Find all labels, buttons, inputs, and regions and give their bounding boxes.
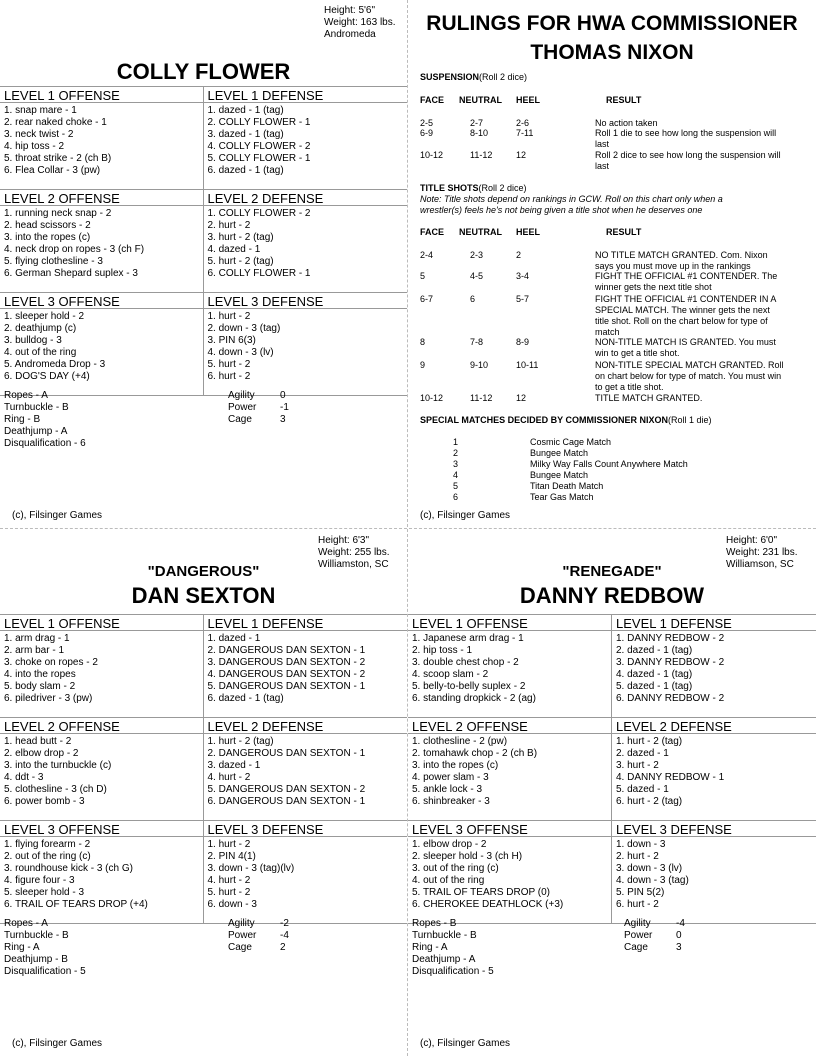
offense-move: 5. Andromeda Drop - 3 — [4, 359, 106, 370]
move-grid — [408, 614, 816, 924]
defense-column — [204, 87, 408, 189]
offense-heading: LEVEL 1 OFFENSE — [408, 615, 611, 631]
attribute-row — [228, 918, 289, 930]
table-cell-heel: 10-11 — [516, 360, 539, 370]
defense-move: 4. hurt - 2 — [207, 875, 251, 886]
offense-move: 6. CHEROKEE DEATHLOCK (+3) — [412, 899, 564, 910]
special-match-name: Tear Gas Match — [530, 492, 594, 502]
weight-text: Weight: 163 lbs. — [324, 17, 396, 28]
attribute-name: Cage — [228, 942, 252, 953]
special-match-roll: 3 — [453, 459, 459, 469]
height-text: Height: 6'3" — [318, 535, 370, 546]
wrestler-name: DANNY REDBOW — [519, 583, 705, 608]
table-column-header: FACE — [420, 227, 445, 237]
attribute-row — [624, 918, 685, 930]
attribute-value: -1 — [280, 402, 289, 413]
ring-rating: Disqualification - 5 — [412, 966, 494, 977]
table-cell-result: FIGHT THE OFFICIAL #1 CONTENDER. The winner gets the next title shot — [595, 271, 778, 292]
defense-move: 6. down - 3 — [207, 899, 257, 910]
defense-column — [204, 190, 408, 292]
attribute-row — [228, 414, 289, 426]
wrestler-card-dan-sexton — [0, 528, 407, 1056]
defense-column — [204, 718, 408, 820]
attribute-row — [228, 402, 289, 414]
level-row — [0, 615, 407, 718]
offense-move: 4. out of the ring — [412, 875, 485, 886]
hometown-text: Andromeda — [324, 29, 376, 40]
height-text: Height: 5'6" — [324, 5, 376, 16]
table-cell-neutral: 7-8 — [470, 337, 484, 347]
level-row — [408, 615, 816, 718]
offense-move: 1. elbow drop - 2 — [412, 839, 487, 850]
ring-rating: Ropes - A — [4, 918, 48, 929]
rulings-title: RULINGS FOR HWA COMMISSIONER — [426, 12, 798, 35]
ring-rating: Turnbuckle - B — [4, 402, 69, 413]
offense-move: 6. power bomb - 3 — [4, 796, 85, 807]
defense-column — [612, 821, 816, 923]
attribute-value: 0 — [676, 930, 682, 941]
defense-move: 3. down - 3 (lv) — [616, 863, 683, 874]
ring-rating: Deathjump - A — [412, 954, 476, 965]
attribute-name: Power — [624, 930, 653, 941]
table-cell-neutral: 11-12 — [470, 150, 493, 160]
defense-move: 1. DANNY REDBOW - 2 — [616, 633, 725, 644]
table-cell-neutral: 8-10 — [470, 128, 489, 138]
offense-move: 1. sleeper hold - 2 — [4, 311, 85, 322]
attribute-row — [228, 942, 289, 954]
table-cell-face: 8 — [420, 337, 426, 347]
defense-heading: LEVEL 3 DEFENSE — [204, 821, 408, 837]
special-match-roll: 1 — [453, 437, 459, 447]
offense-column — [0, 718, 204, 820]
rulings-subtitle: THOMAS NIXON — [530, 41, 694, 64]
special-match-name: Bungee Match — [530, 470, 589, 480]
special-match-name: Cosmic Cage Match — [530, 437, 612, 447]
offense-move: 6. German Shepard suplex - 3 — [4, 268, 138, 279]
defense-move: 4. DANNY REDBOW - 1 — [616, 772, 725, 783]
offense-move: 2. out of the ring (c) — [4, 851, 91, 862]
attribute-name: Cage — [624, 942, 648, 953]
level-row — [0, 293, 407, 396]
defense-heading: LEVEL 1 DEFENSE — [612, 615, 816, 631]
title-shots-note: Note: Title shots depend on rankings in GCW. Roll on this chart only when a wrestler(s) feels he's not being given a title shot when he deserves one — [420, 194, 723, 215]
defense-move: 2. down - 3 (tag) — [207, 323, 281, 334]
offense-heading: LEVEL 2 OFFENSE — [0, 190, 203, 206]
offense-move: 4. out of the ring — [4, 347, 77, 358]
table-column-header: NEUTRAL — [459, 227, 502, 237]
attribute-name: Cage — [228, 414, 252, 425]
title-shots-roll: (Roll 2 dice) — [478, 183, 527, 193]
special-matches-roll: (Roll 1 die) — [668, 415, 712, 425]
offense-move: 5. clothesline - 3 (ch D) — [4, 784, 107, 795]
offense-move: 2. arm bar - 1 — [4, 645, 65, 656]
offense-column — [408, 615, 612, 717]
offense-heading: LEVEL 1 OFFENSE — [0, 87, 203, 103]
special-match-name: Bungee Match — [530, 448, 589, 458]
table-cell-result: NON-TITLE MATCH IS GRANTED. You must win to get a title shot. — [595, 337, 776, 358]
offense-move: 3. neck twist - 2 — [4, 129, 74, 140]
offense-move: 2. elbow drop - 2 — [4, 748, 79, 759]
offense-column — [0, 87, 204, 189]
defense-move: 3. PIN 6(3) — [207, 335, 256, 346]
defense-move: 5. COLLY FLOWER - 1 — [207, 153, 311, 164]
attribute-value: 0 — [280, 390, 286, 401]
attribute-value: -2 — [280, 918, 289, 929]
offense-move: 2. tomahawk chop - 2 (ch B) — [412, 748, 538, 759]
ring-ratings — [412, 918, 494, 978]
weight-text: Weight: 255 lbs. — [318, 547, 390, 558]
defense-move: 3. DANNY REDBOW - 2 — [616, 657, 725, 668]
ring-rating: Ropes - A — [4, 390, 48, 401]
defense-move: 1. hurt - 2 — [207, 839, 251, 850]
offense-move: 5. TRAIL OF TEARS DROP (0) — [412, 887, 550, 898]
attribute-value: 2 — [280, 942, 286, 953]
defense-move: 6. hurt - 2 — [616, 899, 659, 910]
offense-move: 5. body slam - 2 — [4, 681, 76, 692]
defense-move: 4. DANGEROUS DAN SEXTON - 2 — [207, 669, 366, 680]
offense-move: 5. throat strike - 2 (ch B) — [4, 153, 112, 164]
defense-move: 5. hurt - 2 — [207, 359, 251, 370]
defense-move: 1. dazed - 1 (tag) — [207, 105, 284, 116]
defense-column — [204, 615, 408, 717]
defense-move: 4. hurt - 2 — [207, 772, 251, 783]
defense-move: 1. down - 3 — [616, 839, 666, 850]
offense-column — [0, 821, 204, 923]
offense-column — [0, 293, 204, 395]
offense-move: 3. double chest chop - 2 — [412, 657, 519, 668]
offense-heading: LEVEL 3 OFFENSE — [408, 821, 611, 837]
defense-move: 6. dazed - 1 (tag) — [207, 165, 284, 176]
attribute-row — [228, 390, 289, 402]
table-cell-neutral: 2-7 — [470, 118, 484, 128]
offense-move: 4. into the ropes — [4, 669, 76, 680]
defense-move: 2. dazed - 1 (tag) — [616, 645, 693, 656]
special-match-name: Milky Way Falls Count Anywhere Match — [530, 459, 688, 469]
defense-heading: LEVEL 3 DEFENSE — [204, 293, 408, 309]
ring-rating: Deathjump - B — [4, 954, 68, 965]
defense-move: 1. hurt - 2 (tag) — [616, 736, 683, 747]
ring-rating: Ring - A — [4, 942, 40, 953]
defense-move: 4. down - 3 (tag) — [616, 875, 689, 886]
table-cell-result: No action taken — [595, 118, 658, 128]
ring-rating: Ropes - B — [412, 918, 457, 929]
table-cell-heel: 12 — [516, 150, 527, 160]
table-cell-result: Roll 1 die to see how long the suspension will last — [595, 128, 777, 149]
offense-move: 1. flying forearm - 2 — [4, 839, 91, 850]
defense-move: 4. COLLY FLOWER - 2 — [207, 141, 311, 152]
offense-move: 4. scoop slam - 2 — [412, 669, 489, 680]
defense-move: 2. hurt - 2 — [207, 220, 251, 231]
table-cell-face: 6-9 — [420, 128, 434, 138]
defense-heading: LEVEL 2 DEFENSE — [204, 718, 408, 734]
offense-move: 6. Flea Collar - 3 (pw) — [4, 165, 101, 176]
offense-move: 1. snap mare - 1 — [4, 105, 77, 116]
defense-move: 4. dazed - 1 — [207, 244, 261, 255]
weight-text: Weight: 231 lbs. — [726, 547, 798, 558]
offense-column — [408, 718, 612, 820]
table-cell-heel: 5-7 — [516, 294, 530, 304]
attribute-value: 3 — [676, 942, 682, 953]
wrestler-card-colly-flower — [0, 0, 407, 528]
table-cell-face: 9 — [420, 360, 426, 370]
defense-heading: LEVEL 1 DEFENSE — [204, 615, 408, 631]
ring-rating: Disqualification - 6 — [4, 438, 86, 449]
ring-rating: Disqualification - 5 — [4, 966, 86, 977]
offense-move: 3. choke on ropes - 2 — [4, 657, 98, 668]
offense-move: 2. head scissors - 2 — [4, 220, 91, 231]
special-matches-heading-text: SPECIAL MATCHES DECIDED BY COMMISSIONER NIXON — [420, 415, 669, 425]
defense-move: 2. COLLY FLOWER - 1 — [207, 117, 311, 128]
offense-move: 2. deathjump (c) — [4, 323, 77, 334]
defense-move: 2. hurt - 2 — [616, 851, 659, 862]
defense-move: 3. DANGEROUS DAN SEXTON - 2 — [207, 657, 366, 668]
table-cell-face: 6-7 — [420, 294, 434, 304]
rulings-copyright: (c), Filsinger Games — [420, 510, 511, 521]
attribute-row — [624, 942, 685, 954]
defense-move: 2. DANGEROUS DAN SEXTON - 1 — [207, 748, 366, 759]
attribute-list — [624, 918, 685, 954]
attribute-name: Agility — [624, 918, 651, 929]
defense-move: 3. hurt - 2 — [616, 760, 659, 771]
offense-move: 5. ankle lock - 3 — [412, 784, 483, 795]
offense-move: 3. into the ropes (c) — [4, 232, 91, 243]
level-row — [0, 821, 407, 924]
wrestler-card-danny-redbow — [408, 528, 816, 1056]
offense-move: 3. into the turnbuckle (c) — [4, 760, 112, 771]
defense-column — [204, 293, 408, 395]
attribute-list — [228, 390, 289, 426]
defense-move: 5. PIN 5(2) — [616, 887, 665, 898]
level-row — [408, 821, 816, 924]
offense-move: 5. flying clothesline - 3 — [4, 256, 103, 267]
attribute-value: -4 — [280, 930, 289, 941]
table-cell-result: FIGHT THE OFFICIAL #1 CONTENDER IN A SPECIAL MATCH. The winner gets the next title shot. Roll on the chart below for type of match — [595, 294, 776, 337]
table-column-header: RESULT — [606, 227, 642, 237]
defense-move: 2. PIN 4(1) — [207, 851, 256, 862]
offense-heading: LEVEL 3 OFFENSE — [0, 821, 203, 837]
defense-heading: LEVEL 2 DEFENSE — [612, 718, 816, 734]
offense-move: 3. roundhouse kick - 3 (ch G) — [4, 863, 133, 874]
defense-heading: LEVEL 3 DEFENSE — [612, 821, 816, 837]
offense-move: 2. sleeper hold - 3 (ch H) — [412, 851, 523, 862]
ring-rating: Turnbuckle - B — [412, 930, 477, 941]
offense-move: 6. DOG'S DAY (+4) — [4, 371, 90, 382]
table-column-header: HEEL — [516, 227, 541, 237]
offense-move: 5. belly-to-belly suplex - 2 — [412, 681, 526, 692]
offense-move: 4. figure four - 3 — [4, 875, 75, 886]
offense-move: 4. power slam - 3 — [412, 772, 489, 783]
offense-move: 6. piledriver - 3 (pw) — [4, 693, 93, 704]
attribute-name: Agility — [228, 918, 255, 929]
offense-move: 2. rear naked choke - 1 — [4, 117, 107, 128]
defense-move: 1. hurt - 2 (tag) — [207, 736, 274, 747]
table-cell-result: TITLE MATCH GRANTED. — [595, 393, 703, 403]
offense-heading: LEVEL 2 OFFENSE — [408, 718, 611, 734]
defense-column — [612, 615, 816, 717]
table-column-header: HEEL — [516, 95, 541, 105]
ring-ratings — [4, 918, 86, 978]
attribute-name: Power — [228, 930, 257, 941]
suspension-heading — [420, 72, 527, 82]
attribute-value: -4 — [676, 918, 685, 929]
offense-move: 6. TRAIL OF TEARS DROP (+4) — [4, 899, 148, 910]
defense-move: 3. dazed - 1 — [207, 760, 261, 771]
table-cell-result: Roll 2 dice to see how long the suspension will last — [595, 150, 781, 171]
defense-heading: LEVEL 2 DEFENSE — [204, 190, 408, 206]
level-row — [408, 718, 816, 821]
offense-move: 4. neck drop on ropes - 3 (ch F) — [4, 244, 145, 255]
level-row — [0, 718, 407, 821]
offense-move: 5. sleeper hold - 3 — [4, 887, 85, 898]
special-match-roll: 6 — [453, 492, 459, 502]
move-grid — [0, 86, 407, 396]
title-shots-heading — [420, 183, 527, 193]
table-cell-face: 2-5 — [420, 118, 434, 128]
offense-move: 4. hip toss - 2 — [4, 141, 65, 152]
offense-move: 1. arm drag - 1 — [4, 633, 70, 644]
attribute-row — [624, 930, 685, 942]
ring-rating: Deathjump - A — [4, 426, 68, 437]
hometown-text: Williamston, SC — [318, 559, 389, 570]
defense-move: 5. hurt - 2 — [207, 887, 251, 898]
defense-heading: LEVEL 1 DEFENSE — [204, 87, 408, 103]
offense-move: 3. into the ropes (c) — [412, 760, 499, 771]
attribute-list — [228, 918, 289, 954]
defense-move: 2. dazed - 1 — [616, 748, 669, 759]
defense-column — [612, 718, 816, 820]
table-cell-heel: 7-11 — [516, 128, 534, 138]
attribute-name: Agility — [228, 390, 255, 401]
table-column-header: NEUTRAL — [459, 95, 502, 105]
table-cell-heel: 12 — [516, 393, 527, 403]
table-cell-heel: 8-9 — [516, 337, 530, 347]
card-copyright: (c), Filsinger Games — [420, 1038, 511, 1049]
level-row — [0, 87, 407, 190]
defense-move: 4. dazed - 1 (tag) — [616, 669, 693, 680]
move-grid — [0, 614, 407, 924]
offense-column — [408, 821, 612, 923]
offense-move: 3. out of the ring (c) — [412, 863, 499, 874]
offense-column — [0, 615, 204, 717]
offense-column — [0, 190, 204, 292]
defense-move: 5. DANGEROUS DAN SEXTON - 1 — [207, 681, 366, 692]
offense-move: 6. shinbreaker - 3 — [412, 796, 490, 807]
table-cell-heel: 2 — [516, 250, 522, 260]
defense-move: 6. dazed - 1 (tag) — [207, 693, 284, 704]
attribute-name: Power — [228, 402, 257, 413]
title-shots-heading-text: TITLE SHOTS — [420, 183, 479, 193]
ring-rating: Ring - B — [4, 414, 41, 425]
offense-move: 3. bulldog - 3 — [4, 335, 62, 346]
suspension-heading-text: SUSPENSION — [420, 72, 480, 82]
table-cell-neutral: 11-12 — [470, 393, 493, 403]
attribute-row — [228, 930, 289, 942]
defense-move: 6. hurt - 2 (tag) — [616, 796, 683, 807]
height-text: Height: 6'0" — [726, 535, 778, 546]
ring-rating: Ring - A — [412, 942, 448, 953]
offense-heading: LEVEL 3 OFFENSE — [0, 293, 203, 309]
defense-move: 1. hurt - 2 — [207, 311, 251, 322]
ring-rating: Turnbuckle - B — [4, 930, 69, 941]
defense-move: 6. COLLY FLOWER - 1 — [207, 268, 311, 279]
defense-move: 2. DANGEROUS DAN SEXTON - 1 — [207, 645, 366, 656]
offense-move: 1. head butt - 2 — [4, 736, 72, 747]
table-cell-neutral: 4-5 — [470, 271, 484, 281]
special-match-name: Titan Death Match — [530, 481, 604, 491]
wrestler-nickname: "RENEGADE" — [562, 563, 662, 580]
table-cell-result: NO TITLE MATCH GRANTED. Com. Nixon says you must move up in the rankings — [595, 250, 768, 271]
table-cell-heel: 3-4 — [516, 271, 530, 281]
offense-move: 6. standing dropkick - 2 (ag) — [412, 693, 536, 704]
table-cell-face: 2-4 — [420, 250, 434, 260]
offense-move: 1. Japanese arm drag - 1 — [412, 633, 524, 644]
table-cell-neutral: 6 — [470, 294, 476, 304]
hometown-text: Williamson, SC — [726, 559, 794, 570]
defense-move: 5. dazed - 1 (tag) — [616, 681, 693, 692]
table-cell-neutral: 2-3 — [470, 250, 484, 260]
card-copyright: (c), Filsinger Games — [12, 510, 103, 521]
suspension-roll: (Roll 2 dice) — [479, 72, 528, 82]
offense-move: 2. hip toss - 1 — [412, 645, 473, 656]
defense-move: 6. hurt - 2 — [207, 371, 251, 382]
defense-move: 6. DANGEROUS DAN SEXTON - 1 — [207, 796, 366, 807]
table-column-header: RESULT — [606, 95, 642, 105]
defense-move: 5. dazed - 1 — [616, 784, 669, 795]
wrestler-name: DAN SEXTON — [131, 583, 276, 608]
defense-move: 5. hurt - 2 (tag) — [207, 256, 274, 267]
defense-move: 1. COLLY FLOWER - 2 — [207, 208, 311, 219]
offense-heading: LEVEL 1 OFFENSE — [0, 615, 203, 631]
defense-move: 3. hurt - 2 (tag) — [207, 232, 274, 243]
table-cell-face: 10-12 — [420, 150, 444, 160]
defense-move: 6. DANNY REDBOW - 2 — [616, 693, 725, 704]
attribute-value: 3 — [280, 414, 286, 425]
card-copyright: (c), Filsinger Games — [12, 1038, 103, 1049]
table-cell-result: NON-TITLE SPECIAL MATCH GRANTED. Roll on chart below for type of match. You must win to get a title shot. — [595, 360, 784, 392]
ring-ratings — [4, 390, 86, 450]
defense-move: 3. down - 3 (tag)(lv) — [207, 863, 295, 874]
table-cell-face: 5 — [420, 271, 426, 281]
defense-column — [204, 821, 408, 923]
special-match-roll: 5 — [453, 481, 459, 491]
special-match-roll: 2 — [453, 448, 459, 458]
offense-move: 4. ddt - 3 — [4, 772, 44, 783]
offense-heading: LEVEL 2 OFFENSE — [0, 718, 203, 734]
table-cell-heel: 2-6 — [516, 118, 530, 128]
wrestler-nickname: "DANGEROUS" — [147, 563, 260, 580]
offense-move: 1. running neck snap - 2 — [4, 208, 112, 219]
table-column-header: FACE — [420, 95, 445, 105]
defense-move: 1. dazed - 1 — [207, 633, 261, 644]
defense-move: 4. down - 3 (lv) — [207, 347, 274, 358]
wrestler-name: COLLY FLOWER — [116, 59, 291, 84]
level-row — [0, 190, 407, 293]
table-cell-face: 10-12 — [420, 393, 444, 403]
wrestler-stats — [324, 5, 396, 41]
special-matches-heading — [420, 415, 712, 425]
offense-move: 1. clothesline - 2 (pw) — [412, 736, 508, 747]
defense-move: 5. DANGEROUS DAN SEXTON - 2 — [207, 784, 366, 795]
defense-move: 3. dazed - 1 (tag) — [207, 129, 284, 140]
special-match-roll: 4 — [453, 470, 459, 480]
table-cell-neutral: 9-10 — [470, 360, 489, 370]
